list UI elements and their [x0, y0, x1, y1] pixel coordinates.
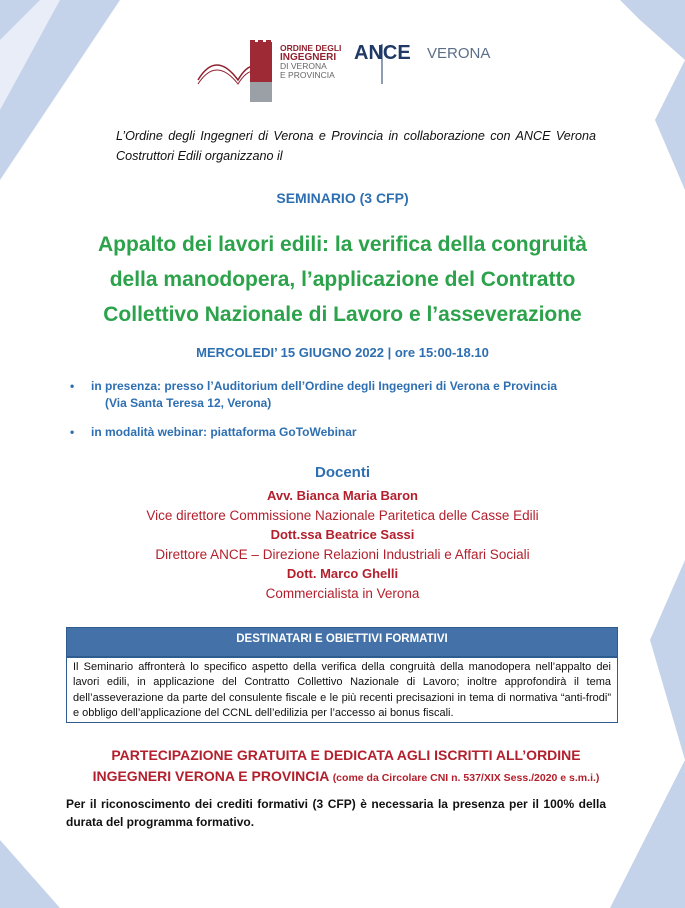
participation-notice: PARTECIPAZIONE GRATUITA E DEDICATA AGLI ISCRITTI ALL’ORDINE INGEGNERI VERONA E PROVINCIA (come da Circolare CNI n. 537/XIX Sess./2020 e s.m.i.): [92, 747, 600, 784]
speaker-name: Dott. Marco Ghelli: [286, 566, 399, 582]
speaker-role: Direttore ANCE – Direzione Relazioni Industriali e Affari Sociali: [155, 546, 530, 562]
title-line: Collettivo Nazionale di Lavoro e l’asseverazione: [103, 303, 582, 326]
speaker-role: Commercialista in Verona: [265, 585, 420, 601]
list-item: • in modalità webinar: piattaforma GoToWebinar: [70, 425, 357, 439]
event-date: MERCOLEDI’ 15 GIUGNO 2022 | ore 15:00-18.10: [196, 345, 489, 360]
seminar-title: [40, 227, 645, 332]
ance-logo: ANCE: [354, 42, 411, 64]
objectives-body: Il Seminario affronterà lo specifico aspetto della verifica della congruità della manodopera nell’appalto dei lavori edili, in applicazione del Contratto Collettivo Nazionale di Lavoro; inoltre approfondirà il tema dell’asseverazione da parte del consulente fiscale e le più recenti precisazioni in tema di normativa “anti-frodi” e obbligo dell’applicazione del CCNL dell’edilizia per l’accesso ai bonus fiscali.: [66, 657, 618, 723]
seminar-label: SEMINARIO (3 CFP): [276, 190, 409, 206]
attendance-modes: [70, 378, 590, 453]
ance-city: VERONA: [427, 45, 491, 62]
speaker-name: Dott.ssa Beatrice Sassi: [270, 527, 415, 543]
deco-bottom-left: [0, 840, 60, 908]
header-logos: [196, 40, 491, 110]
speakers-list: [0, 486, 685, 604]
bullet-icon: •: [70, 379, 75, 393]
ordine-logo-text: ORDINE DEGLI INGEGNERI DI VERONA E PROVINCIA: [280, 43, 342, 80]
intro-text: L’Ordine degli Ingegneri di Verona e Provincia in collaborazione con ANCE Verona Costruttori Edili organizzano il: [116, 129, 596, 163]
speakers-heading: Docenti: [314, 464, 370, 481]
title-line: della manodopera, l’applicazione del Contratto: [109, 268, 576, 291]
bullet-icon: •: [70, 425, 75, 439]
speaker-role: Vice direttore Commissione Nazionale Paritetica delle Casse Edili: [146, 507, 539, 523]
list-item: • in presenza: presso l’Auditorium dell’Ordine degli Ingegneri di Verona e Provincia (Via Santa Teresa 12, Verona): [70, 379, 558, 410]
objectives-heading: DESTINATARI E OBIETTIVI FORMATIVI: [66, 627, 618, 657]
title-line: Appalto dei lavori edili: la verifica della congruità: [98, 233, 587, 256]
credits-note: Per il riconoscimento dei crediti formativi (3 CFP) è necessaria la presenza per il 100% della durata del programma formativo.: [66, 797, 606, 829]
deco-top-right: [620, 0, 685, 190]
speaker-name: Avv. Bianca Maria Baron: [267, 488, 418, 503]
deco-bottom-right: [610, 560, 685, 908]
circular-reference: (come da Circolare CNI n. 537/XIX Sess./2020 e s.m.i.): [332, 772, 600, 784]
